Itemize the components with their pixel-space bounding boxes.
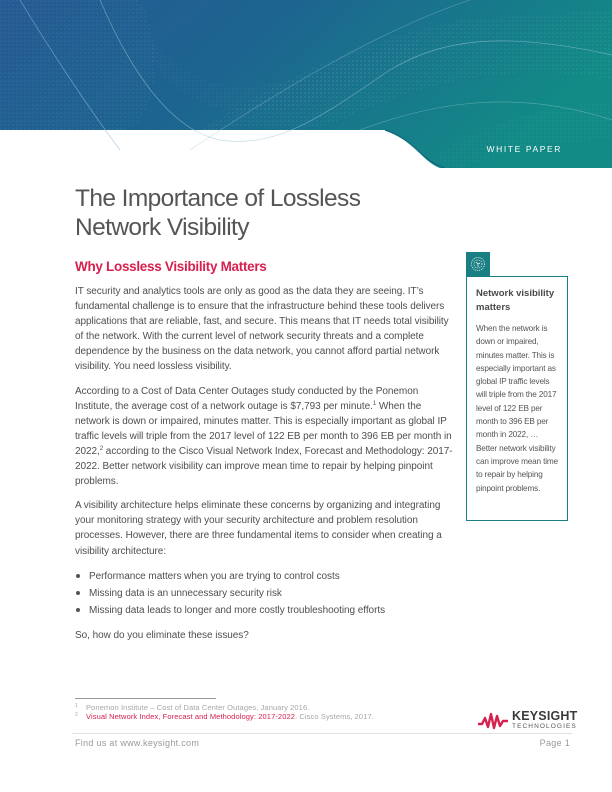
footnote-1	[75, 703, 374, 712]
callout-heading: Network visibility matters	[476, 288, 555, 313]
list-item-text: Missing data is an unnecessary security risk	[89, 587, 282, 599]
footer-website[interactable]: Find us at www.keysight.com	[75, 738, 200, 748]
title-line-1: The Importance of Lossless	[75, 185, 361, 212]
footnote-ref-1[interactable]: 1	[372, 400, 377, 407]
logo-subtitle: TECHNOLOGIES	[512, 723, 577, 730]
callout-box	[466, 276, 568, 521]
section-heading: Why Lossless Visibility Matters	[75, 259, 267, 274]
bullet-icon	[76, 574, 80, 578]
footnote-divider	[75, 698, 216, 699]
keysight-logo	[478, 710, 578, 731]
paragraph-architecture: A visibility architecture helps eliminate these concerns by organizing and integrating your monitoring strategy with your security architecture and problem resolution processes. However, there are three fundamental items to consider when creating a visibility architecture:	[75, 500, 442, 557]
footnote-text: Ponemon Institute – Cost of Data Center Outages, January 2016.	[86, 703, 310, 712]
page-number: Page 1	[539, 738, 570, 748]
network-globe-icon	[470, 256, 486, 272]
sidebar-icon-badge	[466, 252, 490, 276]
keysight-wave-icon	[478, 712, 508, 730]
paragraph-cost-part-a: According to a Cost of Data Center Outages study conducted by the Ponemon Institute, the average cost of a network outage is $7,793 per minute.	[75, 385, 419, 412]
paragraph-cost-part-b: When the network is down or impaired, minutes matter. This is especially important as global IP traffic levels will triple from the 2017 level of 122 EB per month to 396 EB per month in 2022,	[75, 400, 452, 457]
footnote-number: 1	[75, 703, 78, 709]
title-line-2: Network Visibility	[75, 214, 249, 241]
footnote-text: . Cisco Systems, 2017.	[295, 712, 374, 721]
paragraph-question: So, how do you eliminate these issues?	[75, 629, 249, 641]
bullet-list	[75, 568, 453, 619]
paragraph-intro: IT security and analytics tools are only as good as the data they are seeing. IT’s fundamental challenge is to ensure that the infrastructure behind these tools delivers applications that are reliable, fast, and secure. This means that IT needs total visibility of the network. With the current level of network security threats and a complete dependence by the business on the data network, you cannot afford partial network visibility. You need lossless visibility.	[75, 286, 449, 373]
footnotes	[75, 703, 374, 721]
list-item-text: Performance matters when you are trying to control costs	[89, 570, 340, 582]
header-banner	[0, 0, 612, 168]
logo-wordmark	[512, 710, 578, 731]
main-body	[75, 284, 453, 652]
list-item-text: Missing data leads to longer and more costly troubleshooting efforts	[89, 604, 386, 616]
paragraph-cost	[75, 384, 453, 490]
footnote-number: 2	[75, 712, 78, 718]
logo-name: KEYSIGHT	[512, 709, 578, 723]
document-type-label: WHITE PAPER	[486, 144, 562, 154]
list-item	[75, 602, 453, 619]
list-item	[75, 568, 453, 585]
footer-divider	[72, 733, 572, 734]
bullet-icon	[76, 608, 80, 612]
bullet-icon	[76, 591, 80, 595]
footnote-link[interactable]: Visual Network Index, Forecast and Methodology: 2017-2022	[86, 712, 296, 721]
page-title	[75, 184, 455, 242]
list-item	[75, 585, 453, 602]
paragraph-cost-part-c: according to the Cisco Visual Network Index, Forecast and Methodology: 2017-2022. Better network visibility can improve mean time to repair by helping pinpoint problems.	[75, 445, 453, 488]
callout-text: When the network is down or impaired, minutes matter. This is especially important as global IP traffic levels will triple from the 2017 level of 122 EB per month to 396 EB per month in 2022, … Better network visibility can improve mean time to repair by helping pinpoint problems.	[476, 324, 558, 493]
footnote-ref-2[interactable]: 2	[99, 445, 104, 452]
footnote-2	[75, 712, 374, 721]
wave-banner-graphic	[0, 0, 612, 168]
